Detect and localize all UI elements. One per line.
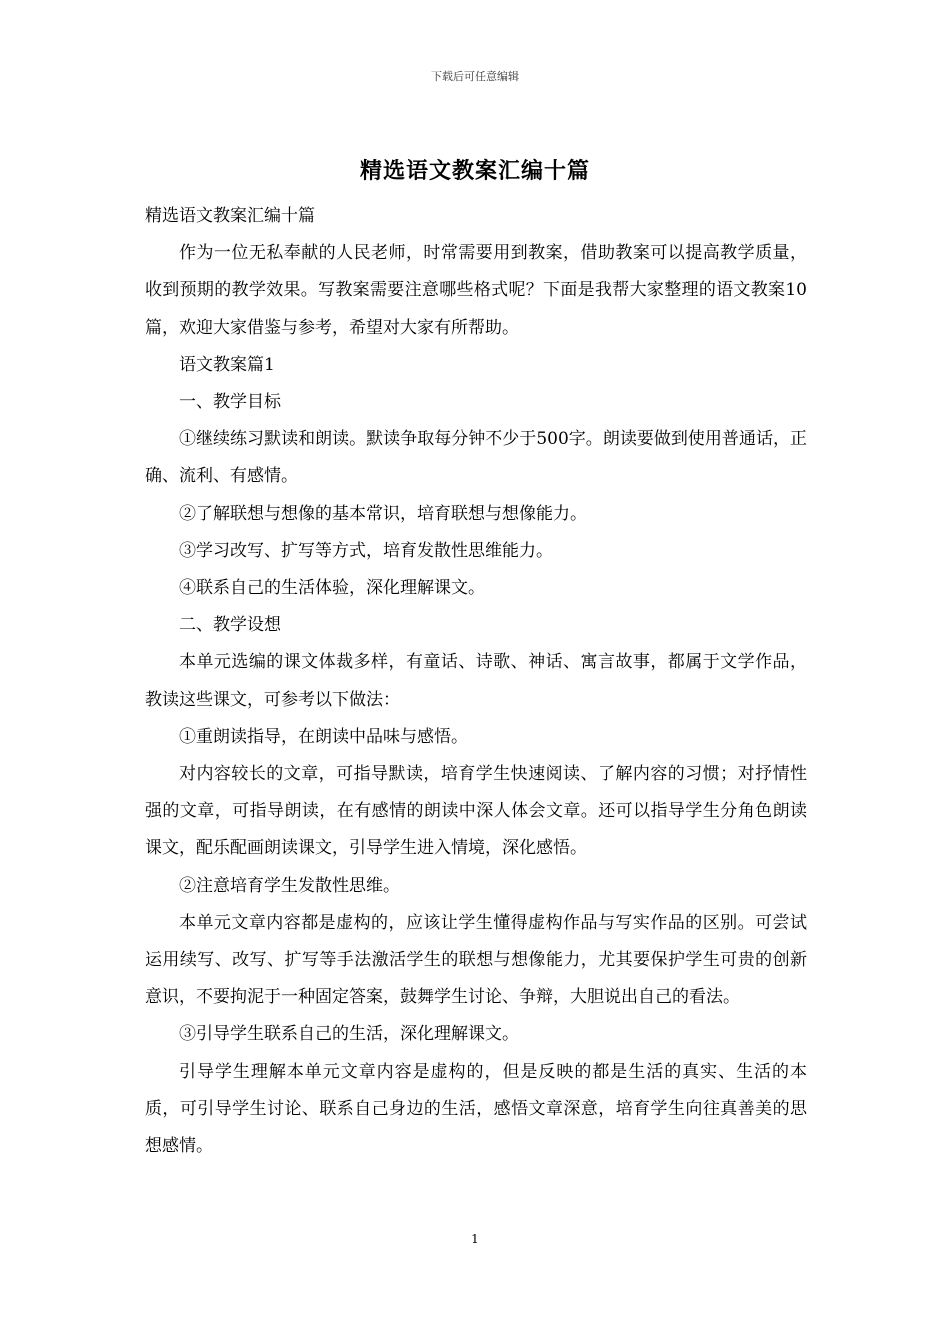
document-body xyxy=(145,198,807,1165)
header-note: 下载后可任意编辑 xyxy=(431,70,519,83)
body-paragraph: ③引导学生联系自己的生活，深化理解课文。 xyxy=(179,1024,519,1045)
body-paragraph: 对内容较长的文章，可指导默读，培育学生快速阅读、了解内容的习惯；对抒情性强的文章，可指导朗读，在有感情的朗读中深人体会文章。还可以指导学生分角色朗读课文，配乐配画朗读课文，引导学生进入情境，深化感悟。 xyxy=(145,764,807,859)
document-title: 精选语文教案汇编十篇 xyxy=(359,158,590,184)
body-paragraph: ①重朗读指导，在朗读中品味与感悟。 xyxy=(179,726,468,747)
body-paragraph: ①继续练习默读和朗读。默读争取每分钟不少于500字。朗读要做到使用普通话，正确、流利、有感情。 xyxy=(145,429,807,487)
page-number: 1 xyxy=(471,1232,479,1246)
body-paragraph: 作为一位无私奉献的人民老师，时常需要用到教案，借助教案可以提高教学质量，收到预期的教学效果。写教案需要注意哪些格式呢？下面是我帮大家整理的语文教案10篇，欢迎大家借鉴与参考，希望对大家有所帮助。 xyxy=(145,243,807,338)
section-heading: 二、教学设想 xyxy=(179,615,281,636)
body-paragraph: ②了解联想与想像的基本常识，培育联想与想像能力。 xyxy=(179,503,587,524)
body-paragraph: 引导学生理解本单元文章内容是虚构的，但是反映的都是生活的真实、生活的本质，可引导学生讨论、联系自己身边的生活，感悟文章深意，培育学生向往真善美的思想感情。 xyxy=(145,1061,807,1157)
section-heading: 语文教案篇1 xyxy=(179,354,275,375)
body-paragraph: ④联系自己的生活体验，深化理解课文。 xyxy=(179,578,485,599)
body-paragraph: ③学习改写、扩写等方式，培育发散性思维能力。 xyxy=(179,540,553,561)
body-paragraph: 本单元选编的课文体裁多样，有童话、诗歌、神话、寓言故事，都属于文学作品，教读这些课文，可参考以下做法： xyxy=(145,652,807,710)
body-paragraph: 精选语文教案汇编十篇 xyxy=(145,206,315,226)
body-paragraph: ②注意培育学生发散性思维。 xyxy=(179,875,400,896)
body-paragraph: 本单元文章内容都是虚构的，应该让学生懂得虚构作品与写实作品的区别。可尝试运用续写、改写、扩写等手法激活学生的联想与想像能力，尤其要保护学生可贵的创新意识，不要拘泥于一种固定答案，鼓舞学生讨论、争辩，大胆说出自己的看法。 xyxy=(145,912,807,1008)
section-heading: 一、教学目标 xyxy=(179,392,281,413)
